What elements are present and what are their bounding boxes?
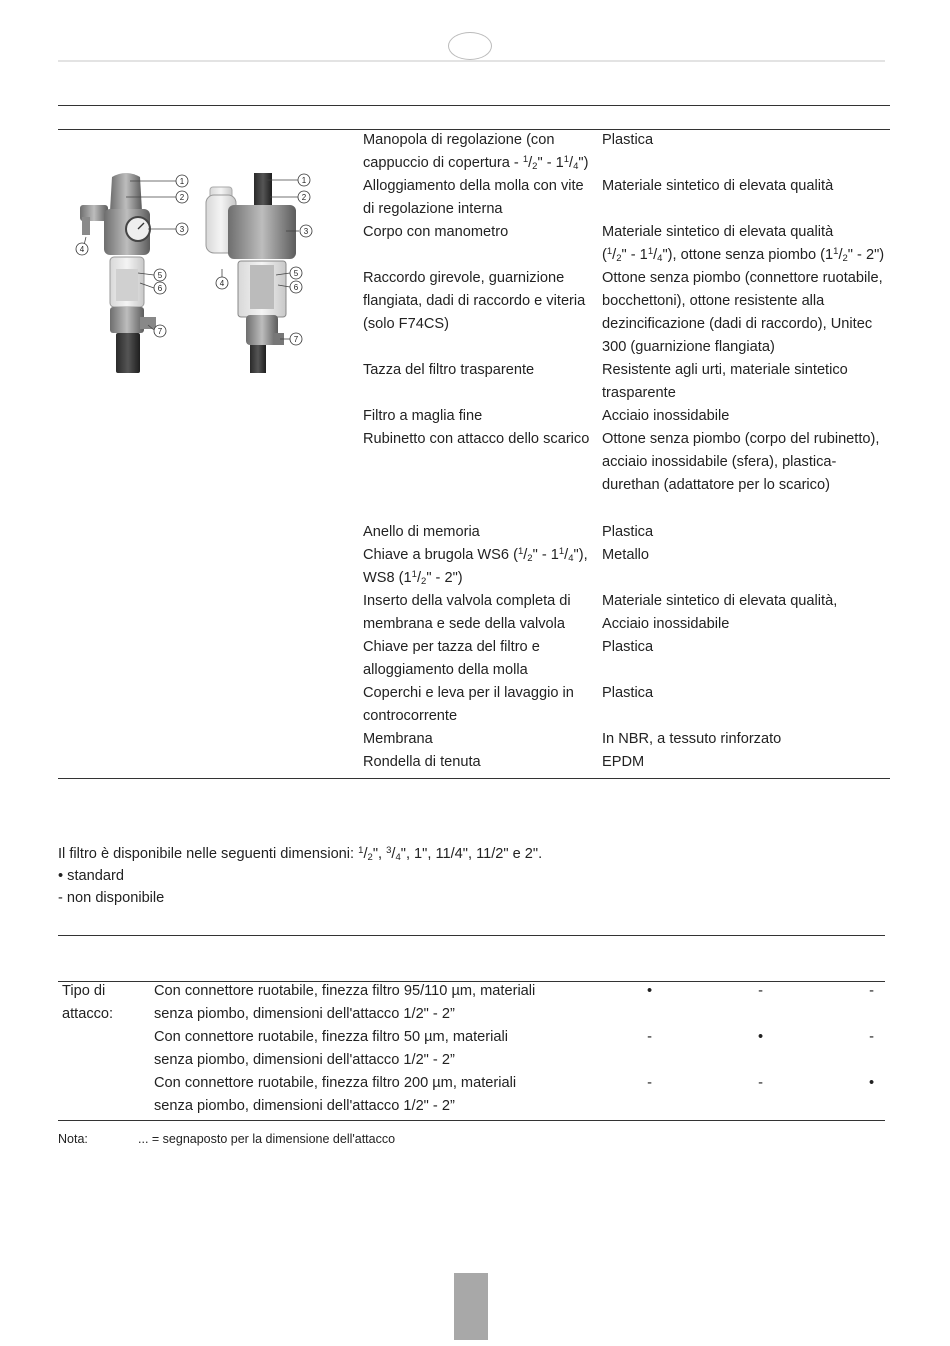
material-cell: EPDM bbox=[602, 754, 645, 770]
materials-row bbox=[363, 751, 890, 774]
component-cell: Rondella di tenuta bbox=[363, 754, 481, 770]
component-cell: Inserto della valvola completa di membrana e sede della valvola bbox=[363, 593, 571, 632]
callout-7-right bbox=[290, 333, 302, 345]
availability-cell: - bbox=[869, 1029, 874, 1045]
order-table bbox=[58, 980, 885, 1118]
component-cell: Rubinetto con attacco dello scarico bbox=[363, 431, 590, 447]
component-cell: Chiave per tazza del filtro e alloggiamento della molla bbox=[363, 639, 540, 678]
materials-row bbox=[363, 544, 890, 590]
availability-cell: - bbox=[647, 1029, 652, 1045]
materials-table-bottom-rule bbox=[58, 778, 890, 779]
materials-row bbox=[363, 728, 890, 751]
material-cell: Ottone senza piombo (corpo del rubinetto), acciaio inossidabile (sfera), plastica- durethan (adattatore per lo scarico) bbox=[602, 431, 880, 493]
sizes-paragraph: Il filtro è disponibile nelle seguenti dimensioni: $^1/_2$", $^3/_4$", 1", 11/4", 11/2" e 2". bbox=[58, 845, 543, 863]
component-cell: Membrana bbox=[363, 731, 433, 747]
svg-text:4: 4 bbox=[219, 279, 225, 288]
variant-description: Con connettore ruotabile, finezza filtro 50 µm, materiali senza piombo, dimensioni dell'attacco 1/2" - 2” bbox=[154, 1029, 508, 1068]
svg-text:5: 5 bbox=[157, 271, 163, 280]
component-cell: Corpo con manometro bbox=[363, 224, 509, 240]
component-cell: Alloggiamento della molla con vite di regolazione interna bbox=[363, 178, 584, 217]
callout-3-left bbox=[176, 223, 188, 235]
material-cell: In NBR, a tessuto rinforzato bbox=[602, 731, 782, 747]
material-cell: Plastica bbox=[602, 685, 654, 701]
filter-front-view bbox=[80, 173, 156, 373]
callout-4-left bbox=[76, 243, 88, 255]
variant-description: Con connettore ruotabile, finezza filtro 200 µm, materiali senza piombo, dimensioni dell'attacco 1/2" - 2” bbox=[154, 1075, 517, 1114]
materials-table bbox=[363, 129, 890, 774]
material-cell: Ottone senza piombo (connettore ruotabile, bocchettoni), ottone resistente alla dezincificazione (dadi di raccordo), Unitec 300 (guarnizione flangiata) bbox=[602, 270, 883, 355]
material-cell: Materiale sintetico di elevata qualità, Acciaio inossidabile bbox=[602, 593, 838, 632]
svg-text:2: 2 bbox=[179, 193, 185, 202]
availability-cell: • bbox=[868, 1075, 875, 1091]
svg-text:2: 2 bbox=[301, 193, 307, 202]
svg-text:3: 3 bbox=[179, 225, 185, 234]
order-table-bottom-rule bbox=[58, 1120, 885, 1121]
callout-1-right bbox=[298, 174, 310, 186]
variant-description: Con connettore ruotabile, finezza filtro 95/110 µm, materiali senza piombo, dimensioni dell'attacco 1/2" - 2” bbox=[154, 983, 536, 1022]
materials-row bbox=[363, 405, 890, 428]
svg-text:7: 7 bbox=[157, 327, 163, 336]
callout-5-left bbox=[154, 269, 166, 281]
language-badge-outline bbox=[448, 32, 492, 60]
material-cell: Resistente agli urti, materiale sintetico trasparente bbox=[602, 362, 848, 401]
availability-cell: - bbox=[758, 983, 763, 999]
callout-4-right bbox=[216, 277, 228, 289]
callout-5-right bbox=[290, 267, 302, 279]
material-cell: Plastica bbox=[602, 639, 654, 655]
legend-standard: • standard bbox=[58, 868, 124, 884]
table-row bbox=[58, 1026, 885, 1072]
materials-row bbox=[363, 221, 890, 267]
table-row bbox=[58, 980, 885, 1026]
svg-text:6: 6 bbox=[157, 284, 163, 293]
component-cell: Coperchi e leva per il lavaggio in controcorrente bbox=[363, 685, 574, 724]
material-cell: Materiale sintetico di elevata qualità ($^1/_2$" - $1^1/_4$"), ottone senza piombo ($1^1/_2$" - 2") bbox=[602, 224, 885, 264]
availability-cell: • bbox=[757, 1029, 764, 1045]
material-cell: Materiale sintetico di elevata qualità bbox=[602, 178, 834, 194]
component-cell: Anello di memoria bbox=[363, 524, 480, 540]
materials-row bbox=[363, 428, 890, 497]
material-cell: Plastica bbox=[602, 524, 654, 540]
callout-6-right bbox=[290, 281, 302, 293]
callout-1-left bbox=[176, 175, 188, 187]
component-cell: Raccordo girevole, guarnizione flangiata, dadi di raccordo e viteria (solo F74CS) bbox=[363, 270, 586, 332]
svg-text:7: 7 bbox=[293, 335, 299, 344]
materials-row bbox=[363, 267, 890, 359]
availability-cell: - bbox=[647, 1075, 652, 1091]
note-text: ... = segnaposto per la dimensione dell'attacco bbox=[138, 1132, 396, 1146]
materials-row bbox=[363, 129, 890, 175]
note-label: Nota: bbox=[58, 1132, 88, 1146]
component-cell: Tazza del filtro trasparente bbox=[363, 362, 535, 378]
materials-row bbox=[363, 636, 890, 682]
availability-cell: - bbox=[758, 1075, 763, 1091]
filter-section-view bbox=[206, 173, 296, 373]
filter-illustration bbox=[70, 165, 320, 380]
material-cell: Metallo bbox=[602, 547, 650, 563]
legend-not-available: - non disponibile bbox=[58, 890, 165, 906]
availability-cell: - bbox=[869, 983, 874, 999]
svg-text:1: 1 bbox=[179, 177, 185, 186]
callout-2-right bbox=[298, 191, 310, 203]
material-cell: Plastica bbox=[602, 132, 654, 148]
callout-6-left bbox=[154, 282, 166, 294]
page-number-tab bbox=[454, 1273, 488, 1340]
section-rule-top bbox=[58, 105, 890, 106]
component-cell: Chiave a brugola WS6 ($^1/_2$" - $1^1/_4$"), WS8 ($1^1/_2$" - 2") bbox=[363, 546, 588, 587]
svg-text:6: 6 bbox=[293, 283, 299, 292]
materials-row bbox=[363, 521, 890, 544]
component-cell: Filtro a maglia fine bbox=[363, 408, 483, 424]
svg-text:1: 1 bbox=[301, 176, 307, 185]
callout-3-right bbox=[300, 225, 312, 237]
callout-7-left bbox=[154, 325, 166, 337]
connection-type-label: Tipo di attacco: bbox=[62, 983, 114, 1022]
component-cell: Manopola di regolazione (con cappuccio di copertura - $^1/_2$" - $1^1/_4$") bbox=[363, 132, 589, 172]
svg-text:3: 3 bbox=[303, 227, 309, 236]
svg-text:5: 5 bbox=[293, 269, 299, 278]
materials-row bbox=[363, 175, 890, 221]
table-row bbox=[58, 1072, 885, 1118]
materials-row bbox=[363, 590, 890, 636]
callout-2-left bbox=[176, 191, 188, 203]
svg-text:4: 4 bbox=[79, 245, 85, 254]
materials-row bbox=[363, 682, 890, 728]
material-cell: Acciaio inossidabile bbox=[602, 408, 730, 424]
header-divider bbox=[58, 60, 885, 62]
materials-row bbox=[363, 359, 890, 405]
availability-cell: • bbox=[646, 983, 653, 999]
order-section-rule bbox=[58, 935, 885, 936]
